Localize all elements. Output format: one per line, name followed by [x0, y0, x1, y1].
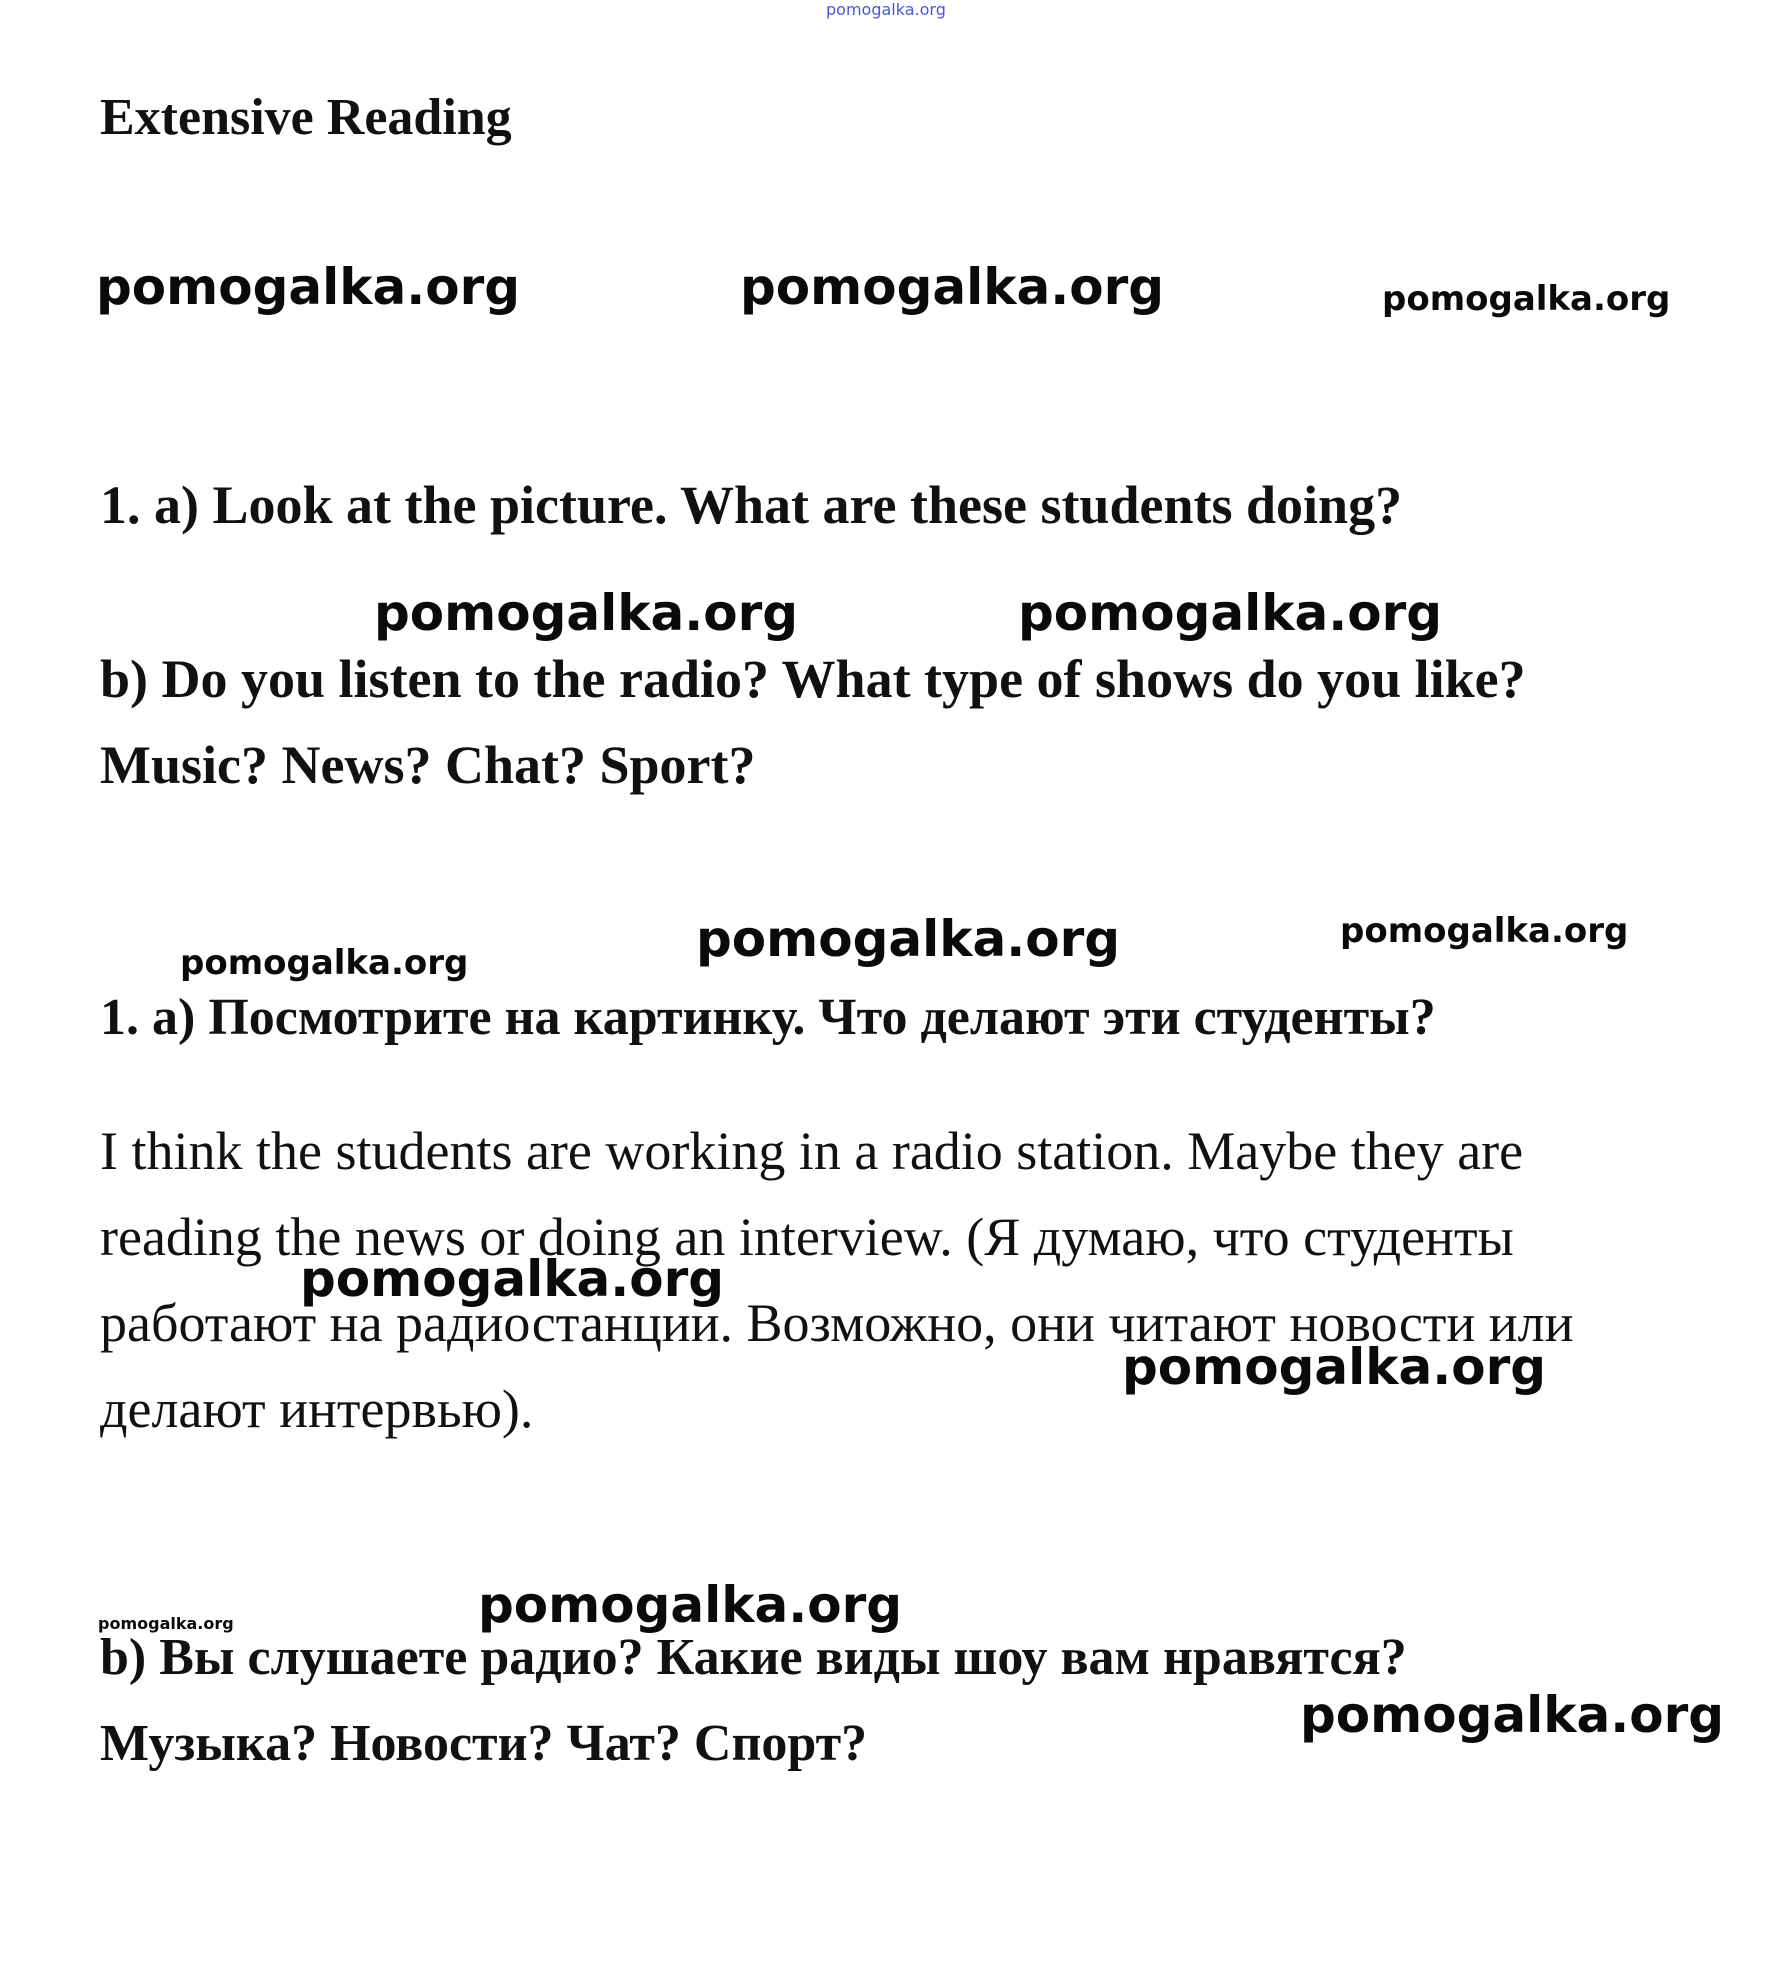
question-1a-russian: 1. а) Посмотрите на картинку. Что делают эти студенты? — [100, 989, 1436, 1046]
answer-line: работают на радиостанции. Возможно, они читают новости или — [100, 1293, 1574, 1353]
watermark: pomogalka.org — [180, 943, 469, 983]
watermark: pomogalka.org — [98, 1614, 234, 1633]
question-1b-english-line-2: Music? News? Chat? Sport? — [100, 735, 756, 795]
watermark: pomogalka.org — [478, 1576, 903, 1634]
watermark: pomogalka.org — [1382, 279, 1671, 319]
answer-line: I think the students are working in a radio station. Maybe they are — [100, 1121, 1524, 1181]
watermark: pomogalka.org — [1122, 1338, 1547, 1396]
question-1b-english-line-1: b) Do you listen to the radio? What type of shows do you like? — [100, 649, 1526, 709]
watermark: pomogalka.org — [374, 584, 799, 642]
watermark: pomogalka.org — [1300, 1686, 1725, 1744]
watermark-top: pomogalka.org — [826, 0, 946, 19]
question-1b-russian-line-1: b) Вы слушаете радио? Какие виды шоу вам нравятся? — [100, 1629, 1407, 1686]
watermark: pomogalka.org — [696, 910, 1121, 968]
watermark: pomogalka.org — [740, 258, 1165, 316]
answer-line: делают интервью). — [100, 1379, 534, 1439]
watermark: pomogalka.org — [1340, 911, 1629, 951]
question-1b-russian-line-2: Музыка? Новости? Чат? Спорт? — [100, 1715, 868, 1772]
answer-line: reading the news or doing an interview. (Я думаю, что студенты — [100, 1207, 1514, 1267]
question-1a-english: 1. a) Look at the picture. What are these students doing? — [100, 475, 1403, 535]
watermark: pomogalka.org — [300, 1250, 725, 1308]
watermark: pomogalka.org — [96, 258, 521, 316]
page-title: Extensive Reading — [100, 89, 512, 146]
watermark: pomogalka.org — [1018, 584, 1443, 642]
